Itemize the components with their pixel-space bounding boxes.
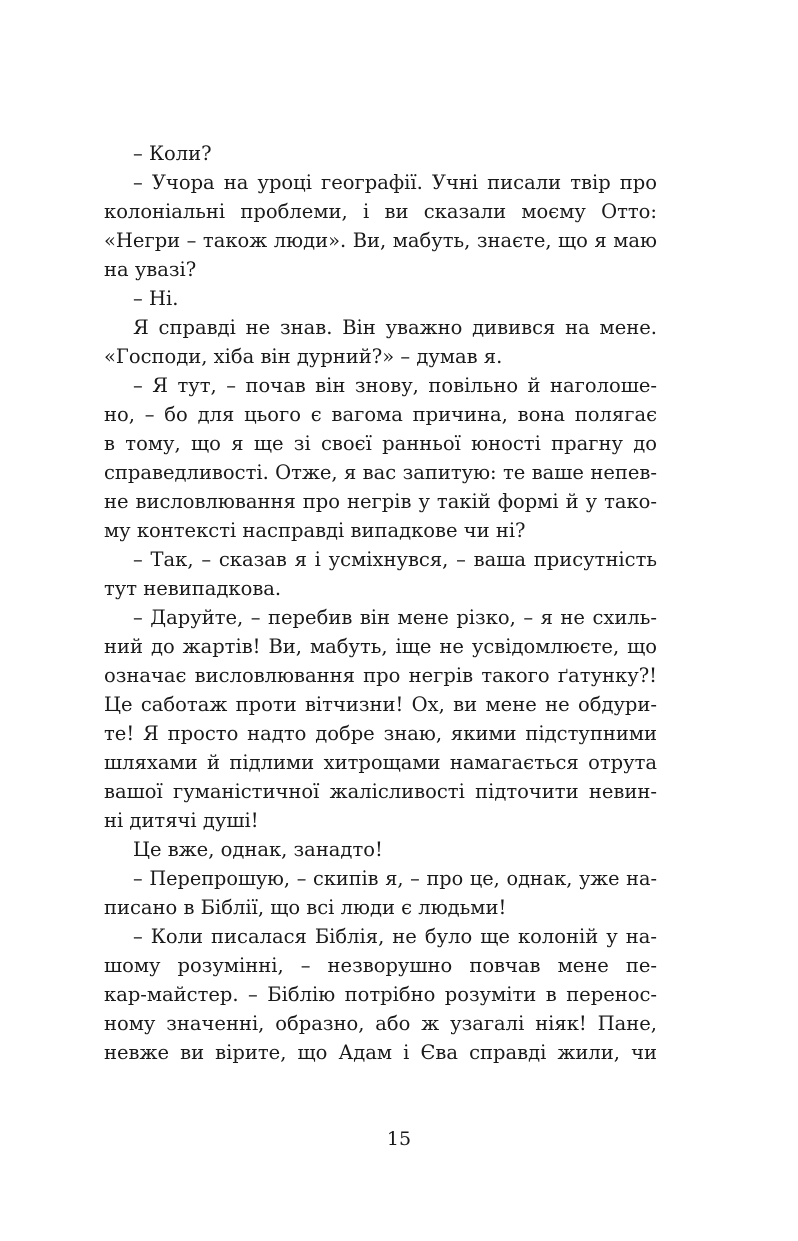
text-line: ний до жартів! Ви, мабуть, іще не усвідомлюєте, що	[104, 635, 657, 658]
text-line: – Так, – сказав я і усміхнувся, – ваша присутність	[133, 548, 657, 571]
text-line: те! Я просто надто добре знаю, якими підступними	[104, 722, 657, 745]
text-line: Це вже, однак, занадто!	[133, 838, 383, 861]
text-line: му контексті насправді випадкове чи ні?	[104, 519, 526, 542]
text-line: – Перепрошую, – скипів я, – про це, однак, уже на-	[133, 867, 657, 890]
text-line: невже ви вірите, що Адам і Єва справді жили, чи	[104, 1041, 657, 1064]
text-line: кар-майстер. – Біблію потрібно розуміти в перенос-	[104, 983, 657, 1006]
text-line: но, – бо для цього є вагома причина, вона полягає	[104, 403, 657, 426]
text-line: – Я тут, – почав він знову, повільно й наголошe-	[133, 374, 657, 397]
text-line: тут невипадкова.	[104, 577, 282, 600]
text-line: – Ні.	[133, 287, 179, 310]
text-line: – Коли?	[133, 142, 212, 165]
text-line: в тому, що я ще зі своєї ранньої юності прагну до	[104, 432, 657, 455]
text-line: вашої гуманістичної жалісливості підточити невин-	[104, 780, 657, 803]
text-line: ні дитячі душі!	[104, 809, 259, 832]
text-line: писано в Біблії, що всі люди є людьми!	[104, 896, 507, 919]
text-line: – Даруйте, – перебив він мене різко, – я не схиль-	[133, 606, 657, 629]
text-line: шому розумінні, – незворушно повчав мене пе-	[104, 954, 657, 977]
text-line: – Коли писалася Біблія, не було ще колоній у на-	[133, 925, 657, 948]
text-line: колоніальні проблеми, і ви сказали моєму Отто:	[104, 200, 657, 223]
text-line: Це саботаж проти вітчизни! Ох, ви мене не обдури-	[104, 693, 657, 716]
text-line: ному значенні, образно, або ж узагалі ніяк! Пане,	[104, 1012, 657, 1035]
page-text-block	[104, 139, 657, 1067]
text-line: на увазі?	[104, 258, 197, 281]
text-line: «Негри – також люди». Ви, мабуть, знаєте, що я маю	[104, 229, 657, 252]
text-line: Я справді не знав. Він уважно дивився на мене.	[133, 316, 657, 339]
text-line: не висловлювання про негрів у такій формі й у тако-	[104, 490, 657, 513]
page-number: 15	[386, 1128, 412, 1150]
text-line: означає висловлювання про негрів такого ґатунку?!	[104, 664, 657, 687]
text-line: справедливості. Отже, я вас запитую: те ваше непев-	[104, 461, 657, 484]
text-line: «Господи, хіба він дурний?» – думав я.	[104, 345, 503, 368]
text-line: – Учора на уроці географії. Учні писали твір про	[133, 171, 657, 194]
text-line: шляхами й підлими хитрощами намагається отрута	[104, 751, 657, 774]
